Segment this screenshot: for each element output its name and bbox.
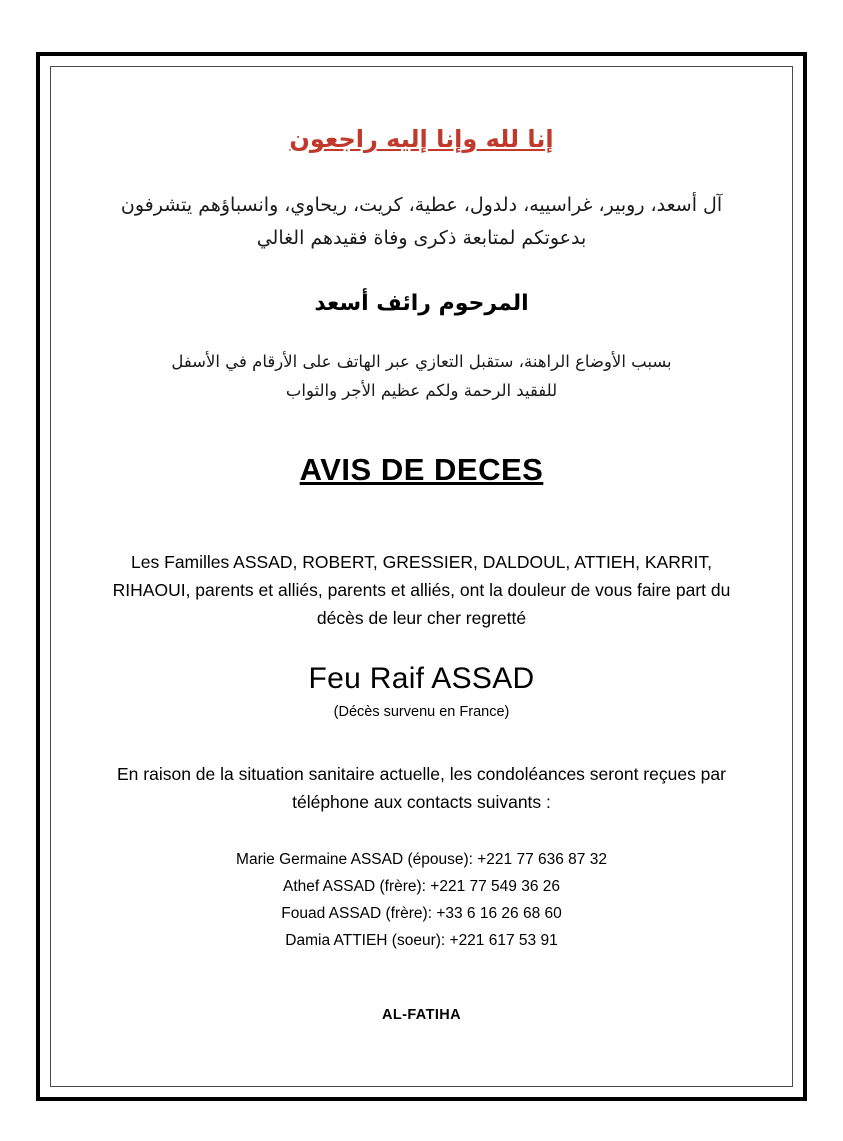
french-deceased-note: (Décès survenu en France) bbox=[333, 704, 510, 721]
page-title: AVIS DE DECES bbox=[299, 452, 544, 488]
list-item: Athef ASSAD (frère): +221 77 549 36 26 bbox=[282, 878, 561, 896]
arabic-intro-line-1: آل أسعد، روبير، غراسييه، دلدول، عطية، كريت، ريحاوي، وانسباؤهم يتشرفون bbox=[120, 194, 723, 216]
french-deceased-name: Feu Raif ASSAD bbox=[308, 662, 535, 696]
contacts-list bbox=[103, 846, 740, 955]
inner-border bbox=[50, 66, 793, 1087]
arabic-notice-line-2: للفقيد الرحمة ولكم عظيم الأجر والثواب bbox=[285, 381, 558, 401]
french-section bbox=[103, 452, 740, 1023]
list-item: Damia ATTIEH (soeur): +221 617 53 91 bbox=[285, 932, 558, 950]
list-item: Marie Germaine ASSAD (épouse): +221 77 636 87 32 bbox=[236, 851, 607, 869]
arabic-intro-line-2: بدعوتكم لمتابعة ذكرى وفاة فقيدهم الغالي bbox=[256, 227, 587, 250]
arabic-deceased-name: المرحوم رائف أسعد bbox=[314, 290, 529, 316]
french-intro-paragraph: Les Familles ASSAD, ROBERT, GRESSIER, DALDOUL, ATTIEH, KARRIT, RIHAOUI, parents et alliés, parents et alliés, ont la douleur de vous faire part du décès de leur cher regretté bbox=[112, 552, 731, 629]
arabic-notice-paragraph bbox=[103, 347, 740, 406]
arabic-intro-paragraph bbox=[103, 189, 740, 256]
arabic-notice-line-1: بسبب الأوضاع الراهنة، ستقبل التعازي عبر الهاتف على الأرقام في الأسفل bbox=[171, 351, 672, 371]
basmala-heading: إنا لله وإنا إليه راجعون bbox=[289, 125, 554, 153]
arabic-section bbox=[103, 121, 740, 406]
outer-border bbox=[36, 52, 807, 1101]
list-item: Fouad ASSAD (frère): +33 6 16 26 68 60 bbox=[281, 905, 562, 923]
closing-text: AL-FATIHA bbox=[381, 1006, 462, 1023]
french-condolences-notice: En raison de la situation sanitaire actuelle, les condoléances seront reçues par téléphone aux contacts suivants : bbox=[117, 764, 726, 813]
